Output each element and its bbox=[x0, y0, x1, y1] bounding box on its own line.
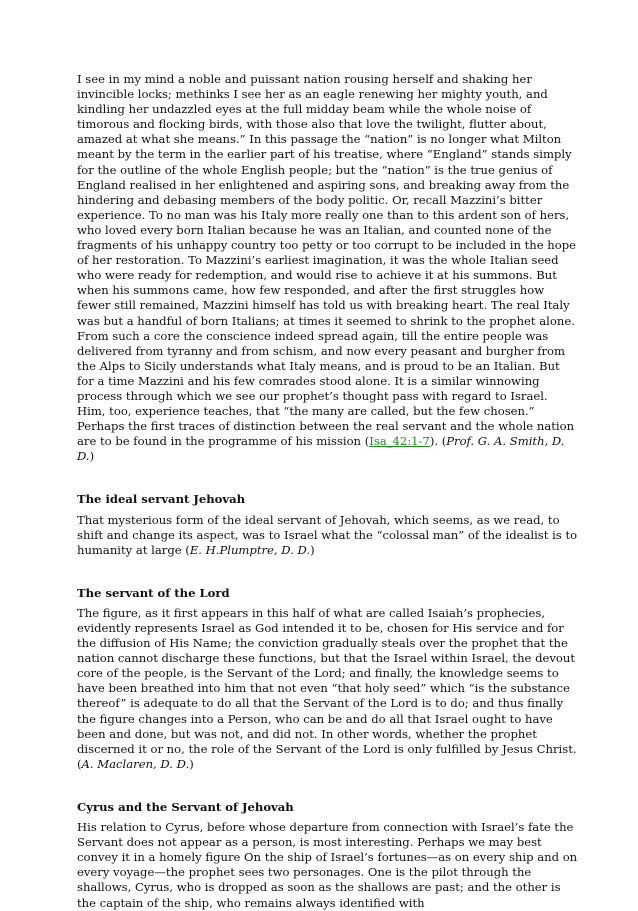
section-heading: The servant of the Lord bbox=[77, 585, 230, 600]
paragraph-maclaren bbox=[77, 606, 578, 772]
paragraph-text: ) bbox=[310, 542, 315, 557]
paragraph-plumptre bbox=[77, 513, 578, 558]
scripture-link-isa-42[interactable]: Isa_42:1-7 bbox=[369, 434, 430, 449]
paragraph-text: ) bbox=[189, 756, 194, 771]
section-heading: The ideal servant Jehovah bbox=[77, 492, 246, 507]
attribution-maclaren: A. Maclaren, D. D. bbox=[81, 756, 190, 771]
attribution-smith: Prof. G. A. Smith, D. D. bbox=[77, 434, 565, 464]
section-cyrus bbox=[77, 800, 578, 911]
section-heading: Cyrus and the Servant of Jehovah bbox=[77, 799, 294, 814]
section-servant-of-lord bbox=[77, 586, 578, 772]
paragraph-smith-quote bbox=[77, 72, 578, 464]
paragraph-cyrus bbox=[77, 820, 578, 911]
paragraph-text: I see in my mind a noble and puissant nation rousing herself and shaking her invincible locks; methinks I see her as an eagle renewing her mighty youth, and kindling her undazzled eyes at the full midday beam while the whole noise of timorous and flocking birds, with those also that love the twilight, flutter about, amazed at what she means.” In this passage the “nation” is no longer what Milton meant by the term in the earlier part of his treatise, where “England” stands simply for the outline of the whole English people; but the “nation” is the true genius of England realised in her enlightened and aspiring sons, and breaking away from the hindering and debasing members of the body politic. Or, recall Mazzini’s bitter experience. To no man was his Italy more really one than to this ardent son of hers, who loved every born Italian because he was an Italian, and counted none of the fragments of his unhappy country too petty or too corrupt to be included in the hope of her restoration. To Mazzini’s earliest imagination, it was the whole Italian seed who were ready for redemption, and would rise to achieve it at his summons. But when his summons came, how few responded, and after the first struggles how fewer still remained, Mazzini himself has told us with breaking heart. The real Italy was but a handful of born Italians; at times it seemed to shrink to the prophet alone. From such a core the conscience indeed spread again, till the entire people was delivered from tyranny and from schism, and now every peasant and burgher from the Alps to Sicily understands what Italy means, and is proud to be an Italian. But for a time Mazzini and his few comrades stood alone. It is a similar winnowing process through which we see our prophet’s thought pass with regard to Israel. Him, too, experience teaches, that “the many are called, but the few chosen.” Perhaps the first traces of distinction between the real servant and the whole nation are to be found in the programme of his mission ( bbox=[77, 72, 577, 449]
paragraph-text: The figure, as it first appears in this half of what are called Isaiah’s prophecies, evidently represents Israel as God intended it to be, chosen for His service and for the diffusion of His Name; the conviction gradually steals over the prophet that the nation cannot discharge these functions, but that the Israel within Israel, the devout core of the people, is the Servant of the Lord; and finally, the knowledge seems to have been breathed into him that not even “that holy seed” which “is the substance thereof” is adequate to do all that the Servant of the Lord is to do; and thus finally the figure changes into a Person, who can be and do all that Israel ought to have been and done, but was not, and did not. In other words, whether the prophet discerned it or no, the role of the Servant of the Lord is only fulfilled by Jesus Christ. ( bbox=[77, 605, 577, 771]
paragraph-text: ). ( bbox=[429, 434, 447, 449]
paragraph-text: ) bbox=[89, 449, 95, 464]
paragraph-text: That mysterious form of the ideal servant of Jehovah, which seems, as we read, to shift and change its aspect, was to Israel what the “colossal man” of the idealist is to humanity at large ( bbox=[77, 512, 578, 557]
paragraph-text: His relation to Cyrus, before whose departure from connection with Israel’s fate the Servant does not appear as a person, is most interesting. Perhaps we may best convey it in a homely figure On the ship of Israel’s fortunes—as on every ship and on every voyage—the prophet sees two personages. One is the pilot through the shallows, Cyrus, who is dropped as soon as the shallows are past; and the other is the captain of the ship, who remains always identified with bbox=[77, 820, 578, 910]
section-ideal-servant bbox=[77, 492, 578, 557]
attribution-plumptre: E. H.Plumptre, D. D. bbox=[189, 542, 311, 557]
